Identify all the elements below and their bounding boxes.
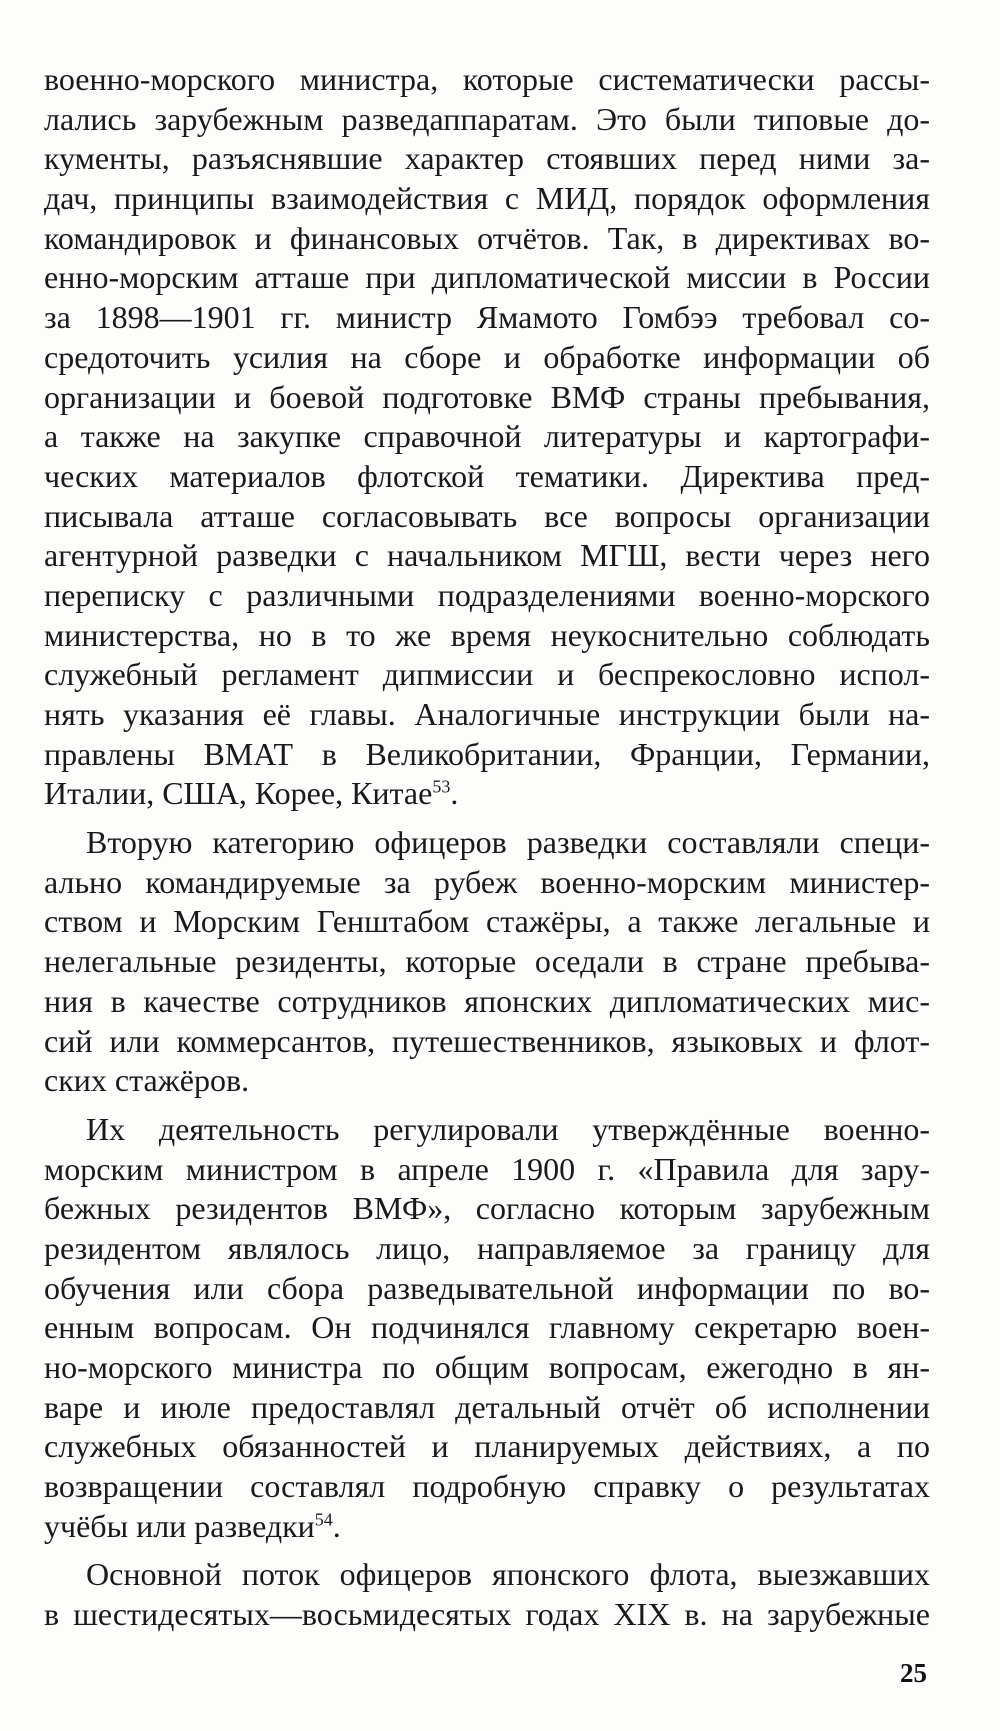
line-text: переписку с различными подразделениями военно-морского (44, 576, 930, 613)
line-text: резидентом являлось лицо, направляемое за границу для (44, 1229, 930, 1266)
line-text: за 1898—1901 гг. министр Ямамото Гомбээ требовал со- (44, 299, 930, 336)
text-line (44, 576, 930, 616)
line-text: служебных обязанностей и планируемых действиях, а по (44, 1428, 930, 1465)
text-line (44, 1555, 930, 1595)
text-line (44, 774, 930, 814)
line-text: ально командируемые за рубеж военно-морским министер- (44, 863, 930, 900)
sentence-end: . (332, 1507, 341, 1544)
line-text: дач, принципы взаимодействия с МИД, порядок оформления (44, 180, 930, 217)
line-text: но-морского министра по общим вопросам, ежегодно в ян- (44, 1349, 930, 1385)
sentence-end: . (450, 775, 459, 812)
text-line (44, 942, 930, 982)
text-line (44, 902, 930, 942)
line-text: в шестидесятых—восьмидесятых годах XIX в. на зарубежные (44, 1596, 930, 1633)
line-text: писывала атташе согласовывать все вопросы организации (44, 497, 930, 534)
text-line (44, 616, 930, 656)
text-line (44, 823, 930, 863)
footnote-marker: 53 (432, 776, 451, 797)
line-text: енно-морским атташе при дипломатической миссии в России (44, 259, 930, 296)
line-text: агентурной разведки с начальником МГШ, вести через него (44, 537, 930, 574)
paragraph (44, 60, 930, 814)
line-text: возвращении составлял подробную справку о результатах (44, 1468, 930, 1505)
text-line (44, 100, 930, 140)
text-line (44, 258, 930, 298)
paragraph (44, 1555, 930, 1634)
text-line (44, 1308, 930, 1348)
text-line (44, 298, 930, 338)
line-text: енным вопросам. Он подчинялся главному секретарю воен- (44, 1309, 930, 1346)
text-line (44, 695, 930, 735)
text-line (44, 417, 930, 457)
text-line (44, 1061, 930, 1101)
text-line (44, 982, 930, 1022)
line-text: учёбы или разведки (44, 1507, 315, 1544)
text-line (44, 1595, 930, 1635)
text-line (44, 338, 930, 378)
line-text: морским министром в апреле 1900 г. «Правила для зару- (44, 1150, 930, 1187)
text-line (44, 378, 930, 418)
line-text: кументы, разъяснявшие характер стоявших перед ними за- (44, 140, 930, 177)
text-line (44, 60, 930, 100)
line-text: нять указания её главы. Аналогичные инструкции были на- (44, 696, 930, 732)
text-line (44, 1427, 930, 1467)
text-line (44, 1110, 930, 1150)
line-text: министерства, но в то же время неукоснительно соблюдать (44, 616, 930, 653)
text-line (44, 1388, 930, 1428)
text-line (44, 1022, 930, 1062)
text-line (44, 863, 930, 903)
line-text: Вторую категорию офицеров разведки составляли специ- (86, 824, 930, 861)
text-line (44, 497, 930, 537)
line-text: средоточить усилия на сборе и обработке информации об (44, 338, 930, 375)
line-text: командировок и финансовых отчётов. Так, в директивах во- (44, 219, 930, 256)
text-line (44, 1189, 930, 1229)
text-line (44, 1150, 930, 1190)
line-text: Италии, США, Корее, Китае (44, 775, 433, 812)
line-text: ния в качестве сотрудников японских дипломатических мис- (44, 982, 930, 1019)
footnote-marker: 54 (314, 1509, 333, 1530)
body-text (44, 60, 930, 1635)
text-line (44, 536, 930, 576)
line-text: правлены ВМАТ в Великобритании, Франции, Германии, (44, 735, 930, 772)
text-line (44, 219, 930, 259)
line-text: лались зарубежным разведаппаратам. Это были типовые до- (44, 100, 930, 137)
text-line (44, 457, 930, 497)
line-text: а также на закупке справочной литературы и картографи- (44, 418, 930, 455)
paragraph (44, 823, 930, 1101)
line-text: организации и боевой подготовке ВМФ страны пребывания, (44, 378, 930, 415)
page-number: 25 (900, 1658, 927, 1688)
text-line (44, 179, 930, 219)
line-text: варе и июле предоставлял детальный отчёт об исполнении (44, 1388, 930, 1425)
text-line (44, 735, 930, 775)
text-line (44, 1507, 930, 1547)
line-text: Основной поток офицеров японского флота, выезжавших (86, 1556, 930, 1593)
text-line (44, 1467, 930, 1507)
line-text: ских стажёров. (44, 1062, 250, 1099)
line-text: обучения или сбора разведывательной информации по во- (44, 1269, 930, 1306)
line-text: служебный регламент дипмиссии и беспрекословно испол- (44, 656, 930, 693)
line-text: сий или коммерсантов, путешественников, языковых и флот- (44, 1022, 930, 1059)
line-text: Их деятельность регулировали утверждённые военно- (86, 1110, 930, 1147)
text-line (44, 1229, 930, 1269)
line-text: бежных резидентов ВМФ», согласно которым зарубежным (44, 1190, 930, 1227)
text-line (44, 655, 930, 695)
paragraph (44, 1110, 930, 1547)
line-text: нелегальные резиденты, которые оседали в стране пребыва- (44, 943, 930, 980)
line-text: ческих материалов флотской тематики. Директива пред- (44, 457, 930, 494)
line-text: ством и Морским Генштабом стажёры, а также легальные и (44, 903, 930, 940)
text-line (44, 1269, 930, 1309)
text-line (44, 139, 930, 179)
text-line (44, 1348, 930, 1388)
line-text: военно-морского министра, которые систематически рассы- (44, 61, 930, 97)
